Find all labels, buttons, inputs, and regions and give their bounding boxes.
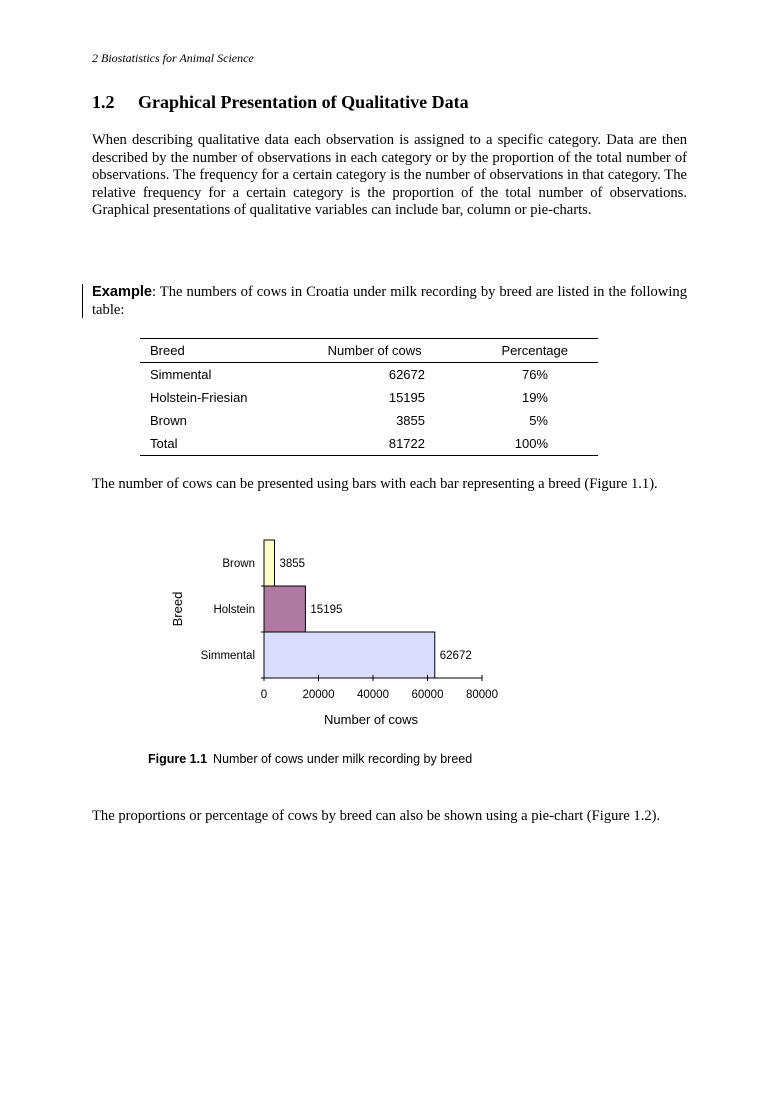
table-header-number: Number of cows: [284, 339, 425, 363]
x-tick-group: [261, 675, 498, 701]
category-label: Brown: [222, 558, 255, 570]
table-row: [140, 409, 598, 432]
x-tick-label: 0: [260, 689, 268, 701]
bar-holstein: [264, 586, 305, 632]
table-cell-percentage: 76%: [521, 367, 548, 382]
table-cell-percentage: 5%: [529, 413, 548, 428]
table-header-row: [140, 339, 598, 363]
caption-text: Number of cows under milk recording by breed: [213, 752, 473, 766]
y-axis-label: Breed: [170, 591, 185, 627]
intro-paragraph: When describing qualitative data each observation is assigned to a specific category. Data are then described by the number of observations in each category or by the proportion of the total number of observations. The frequency for a certain category is the number of observations in that category. The relative frequency for a certain category is the proportion of the total number of observations. Graphical presentations of qualitative variables can include bar, column or pie-charts.: [92, 132, 687, 219]
x-tick-label: 20000: [302, 689, 335, 701]
table-cell-breed: Holstein-Friesian: [150, 390, 248, 405]
example-text: : The numbers of cows in Croatia under milk recording by breed are listed in the following table:: [92, 284, 687, 318]
table-cell-breed: Total: [140, 432, 284, 456]
x-axis-label: Number of cows: [324, 712, 418, 727]
table-cell-breed: Simmental: [150, 367, 212, 382]
x-tick-label: 60000: [411, 689, 444, 701]
category-label: Simmental: [200, 650, 255, 662]
bars-paragraph: The number of cows can be presented using bars with each bar representing a breed (Figure 1.1).: [92, 476, 658, 492]
section-title: Graphical Presentation of Qualitative Data: [138, 92, 469, 112]
example-margin-bar: [82, 284, 83, 318]
running-header: 2 Biostatistics for Animal Science: [92, 51, 254, 65]
table-cell-number: 62672: [388, 367, 425, 382]
example-paragraph: [92, 284, 687, 319]
category-label: Holstein: [213, 604, 255, 616]
table-cell-percentage: 100%: [425, 432, 598, 456]
caption-label: Figure 1.1: [148, 752, 208, 766]
section-heading: [92, 92, 469, 113]
bar-simmental: [264, 632, 435, 678]
table-row: [140, 363, 598, 387]
section-number: 1.2: [92, 92, 115, 112]
x-tick-label: 40000: [357, 689, 389, 701]
category-label-group: [201, 558, 264, 678]
table-header-percentage: Percentage: [425, 339, 598, 363]
breed-table: [140, 338, 598, 456]
table-header-breed: Breed: [140, 339, 284, 363]
data-label: 3855: [279, 558, 306, 570]
table-cell-number: 15195: [388, 390, 425, 405]
table-cell-number: 3855: [396, 413, 425, 428]
breed-bar-chart: [160, 530, 540, 740]
table-cell-percentage: 19%: [521, 390, 548, 405]
figure-caption: [148, 752, 472, 766]
x-tick-label: 80000: [466, 689, 498, 701]
data-label: 15195: [310, 604, 343, 616]
table-cell-number: 81722: [284, 432, 425, 456]
example-label: Example: [92, 284, 153, 300]
bar-brown: [264, 540, 275, 586]
pie-paragraph: The proportions or percentage of cows by breed can also be shown using a pie-chart (Figure 1.2).: [92, 808, 661, 824]
table-row: [140, 386, 598, 409]
data-label: 62672: [439, 650, 472, 662]
table-cell-breed: Brown: [150, 413, 187, 428]
table-row-total: [140, 432, 598, 456]
